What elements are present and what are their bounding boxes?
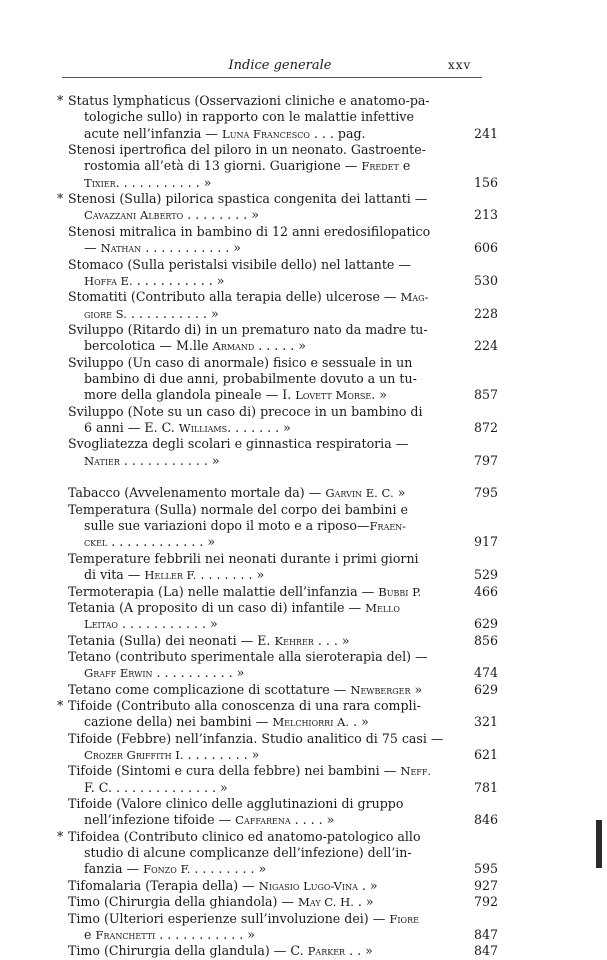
entry-title-text: Tetano come complicazione di scottature —	[68, 681, 351, 697]
entry-title-text: Temperature febbrili nei neonati durante i primi giorni	[68, 550, 419, 566]
author-name: Cavazzani Alberto	[84, 208, 184, 223]
new-entry-marker: *	[57, 828, 64, 844]
page-reference: 927	[473, 877, 498, 893]
index-line	[0, 910, 607, 927]
index-line	[0, 337, 607, 354]
entry-title-text: studio di alcune complicanze dell’infezione) dell’in-	[84, 845, 412, 861]
index-line	[0, 730, 607, 747]
entry-title-text: Stenosi mitralica in bambino di 12 anni eredosifilopatico	[68, 223, 431, 239]
entry-text	[84, 239, 241, 257]
leader-dots: . . . . . . . . . . . »	[119, 452, 220, 468]
author-name: Neff.	[400, 764, 432, 779]
entry-title-text: Tifomalaria (Terapia della) —	[68, 877, 259, 893]
index-line	[0, 762, 607, 779]
index-line	[0, 583, 607, 600]
entry-text	[84, 337, 306, 355]
index-line	[0, 452, 607, 469]
leader-dots: . . . »	[313, 632, 350, 648]
entry-text	[84, 926, 255, 944]
index-line	[0, 125, 607, 142]
author-name: Leitao	[84, 617, 118, 632]
entry-title-text: di vita —	[84, 567, 145, 583]
entry-text	[68, 354, 412, 371]
index-line	[0, 615, 607, 632]
entry-text	[68, 190, 427, 207]
index-line	[0, 893, 607, 910]
entry-title-text: tologiche sullo) in rapporto con le malattie infettive	[84, 109, 414, 125]
entry-title-text: Timo (Chirurgia della ghiandola) —	[68, 894, 298, 910]
entry-text	[68, 877, 378, 895]
author-name: Graff Erwin	[84, 666, 153, 681]
entry-title-text: Sviluppo (Un caso di anormale) fisico e sessuale in un	[68, 354, 413, 370]
index-line	[0, 92, 607, 109]
index-line	[0, 256, 607, 273]
author-name: Franchetti	[95, 927, 156, 942]
entry-title-text: nell’infezione tifoide —	[84, 812, 236, 828]
entry-text	[68, 501, 408, 518]
entry-text	[84, 615, 218, 633]
page-reference: 228	[473, 305, 498, 321]
entry-title-text: Timo (Chirurgia della glandula) — C.	[68, 943, 308, 959]
leader-dots: . . . . . . . . . . . . »	[107, 534, 216, 550]
page-reference: 213	[473, 207, 498, 223]
author-name: Nigasio Lugo-Vina	[258, 878, 358, 893]
new-entry-marker: *	[57, 191, 64, 207]
index-line	[0, 370, 607, 387]
author-name: Kehrer	[274, 633, 314, 648]
entry-text	[68, 910, 419, 928]
entry-text	[84, 108, 414, 125]
index-line	[0, 484, 607, 501]
index-line	[0, 664, 607, 681]
index-line	[0, 174, 607, 191]
entry-text	[68, 223, 430, 240]
leader-dots: . . . . . . . . . . »	[152, 665, 245, 681]
index-line	[0, 386, 607, 403]
entry-text	[84, 664, 244, 682]
entry-title-text: Stenosi ipertrofica del piloro in un neonato. Gastroente-	[68, 142, 426, 158]
entry-text	[84, 779, 228, 796]
leader-dots: . . . pag.	[309, 125, 366, 141]
entry-text	[84, 533, 215, 551]
entry-text	[84, 860, 266, 878]
header-rule	[62, 77, 482, 78]
entry-text	[84, 125, 366, 143]
entry-text	[84, 452, 220, 470]
entry-title-text: Tifoidea (Contributo clinico ed anatomo-patologico allo	[68, 828, 421, 844]
entry-title-text: F. C. . . . . . . . . . . . . . »	[84, 779, 228, 795]
entry-text	[68, 681, 422, 699]
author-name: Fraen-	[369, 519, 407, 534]
index-line	[0, 713, 607, 730]
entry-title-text: bambino di due anni, probabilmente dovuto a un tu-	[84, 370, 417, 386]
author-name: Heller F.	[144, 568, 197, 583]
entry-title-text: Tifoide (Contributo alla conoscenza di una rara compli-	[68, 697, 421, 713]
author-name: Armand	[212, 339, 255, 354]
author-name: Luna Francesco	[222, 126, 310, 141]
entry-title-text: Stomaco (Sulla peristalsi visibile dello) nel lattante —	[68, 256, 411, 272]
index-line	[0, 681, 607, 698]
page-reference: 847	[473, 926, 498, 942]
entry-title-text: rostomia all’età di 13 giorni. Guarigione —	[84, 158, 362, 174]
page-reference: 847	[473, 943, 498, 959]
entry-title-text: 6 anni — E. C.	[84, 420, 179, 435]
entry-title-text: Tabacco (Avvelenamento mortale da) —	[68, 485, 326, 501]
leader-dots: . . . . . . . . . . . »	[155, 926, 256, 942]
entry-title-text: cazione della) nei bambini —	[84, 714, 273, 730]
author-name: Parker	[307, 944, 346, 959]
entry-text	[68, 288, 428, 306]
index-line	[0, 206, 607, 223]
index-line	[0, 795, 607, 812]
entry-title-text: Sviluppo (Ritardo di) in un prematuro nato da madre tu-	[68, 321, 428, 337]
leader-dots: . . . . . . . . »	[183, 207, 259, 223]
index-line	[0, 533, 607, 550]
author-name: Mello	[365, 600, 400, 615]
index-line	[0, 223, 607, 240]
author-name: Tixier	[84, 175, 116, 190]
entry-text	[84, 386, 387, 404]
leader-dots: . . . . . . . . . . »	[132, 272, 225, 288]
entry-title-text: Tetania (Sulla) dei neonati — E.	[68, 632, 275, 648]
entry-title-text: bercolotica — M.lle	[84, 338, 213, 354]
entry-text	[84, 517, 406, 535]
index-line	[0, 190, 607, 207]
page-reference: 917	[473, 534, 498, 550]
index-line	[0, 811, 607, 828]
author-name: ckel	[84, 535, 108, 550]
author-name: Bubbi P.	[378, 584, 422, 599]
entry-text	[68, 828, 421, 845]
leader-dots: . . . . . . . . . . . »	[115, 174, 212, 190]
page-reference: 606	[473, 240, 498, 256]
author-name: Melchiorri A.	[272, 715, 350, 730]
page-reference: 857	[473, 387, 498, 403]
entry-title-text: Tetania (A proposito di un caso di) infantile —	[68, 599, 366, 615]
page-reference: 474	[473, 665, 498, 681]
entry-text	[68, 632, 350, 650]
author-name: Crozer Griffith I.	[84, 748, 184, 762]
page-reference: 629	[473, 681, 498, 697]
page-reference: 629	[473, 616, 498, 632]
entry-text	[68, 795, 403, 812]
index-line	[0, 305, 607, 322]
author-name: Fiore	[389, 911, 419, 926]
page-reference: 797	[473, 452, 498, 468]
index-line	[0, 108, 607, 125]
author-name: Lovett Morse	[295, 388, 372, 403]
index-line	[0, 779, 607, 796]
index-line	[0, 632, 607, 649]
page-reference: 846	[473, 812, 498, 828]
author-name: Williams	[178, 421, 228, 435]
index-line	[0, 141, 607, 158]
page-reference: 621	[473, 747, 498, 762]
leader-dots: . »	[371, 387, 387, 403]
leader-dots: . . . . . . . . . . . »	[117, 616, 218, 632]
leader-dots: »	[410, 681, 423, 697]
entry-text	[68, 435, 408, 452]
entry-text	[68, 92, 430, 109]
entry-text	[68, 256, 411, 273]
entry-text	[68, 321, 428, 338]
index-line	[0, 550, 607, 567]
entry-text	[84, 713, 369, 731]
index-line	[0, 828, 607, 845]
entry-text	[68, 730, 444, 747]
page-reference: 792	[473, 894, 498, 910]
page-reference: 529	[473, 567, 498, 583]
index-line	[0, 697, 607, 714]
leader-dots: . . . . . »	[254, 338, 306, 354]
leader-dots: . . . . . . . »	[196, 567, 265, 583]
entry-title-text: Tetano (contributo sperimentale alla sieroterapia del) —	[68, 648, 428, 664]
index-line	[0, 157, 607, 174]
page-reference: 781	[473, 779, 498, 795]
entry-text	[68, 583, 421, 601]
author-name: May C. H.	[298, 895, 354, 910]
page-reference: 872	[473, 420, 498, 435]
entry-title-text: —	[84, 240, 101, 256]
leader-dots: . »	[349, 714, 369, 730]
new-entry-marker: *	[57, 93, 64, 108]
leader-dots: . . . . . . . »	[227, 420, 291, 435]
leader-dots: . . . . . . . . »	[183, 747, 260, 762]
index-line	[0, 877, 607, 894]
page-reference: 856	[473, 632, 498, 648]
entry-text	[68, 942, 373, 960]
page-reference: 795	[473, 485, 498, 501]
entry-text	[84, 811, 334, 829]
leader-dots: . . . . . . . . »	[190, 861, 267, 877]
author-name: giore S.	[84, 306, 127, 321]
entry-text	[68, 762, 431, 780]
entry-text	[68, 403, 423, 420]
leader-dots: . . . . . . . . . . »	[126, 305, 219, 321]
page-reference: 466	[473, 583, 498, 599]
index-line	[0, 648, 607, 665]
leader-dots: . . »	[345, 943, 373, 959]
page-edge-mark	[596, 820, 602, 868]
new-entry-marker: *	[57, 697, 64, 713]
author-name: Fredet	[361, 159, 399, 174]
entry-text	[68, 141, 426, 158]
entry-text	[84, 157, 410, 175]
index-line	[0, 860, 607, 877]
page-reference: 241	[473, 125, 498, 141]
entry-title-text: Tifoide (Febbre) nell’infanzia. Studio analitico di 75 casi —	[68, 730, 444, 746]
entry-title-text: sulle sue variazioni dopo il moto e a riposo—	[84, 518, 370, 534]
entry-title-text: Termoterapia (La) nelle malattie dell’infanzia —	[68, 583, 379, 599]
page-number: xxv	[448, 58, 472, 72]
author-name: Newberger	[350, 682, 411, 697]
index-line	[0, 746, 607, 763]
index-line	[0, 239, 607, 256]
index-line	[0, 942, 607, 959]
entry-text	[84, 746, 259, 764]
entry-title-text: Svogliatezza degli scolari e ginnastica respiratoria —	[68, 436, 409, 452]
index-line	[0, 435, 607, 452]
index-line	[0, 272, 607, 289]
entry-title-text: e	[84, 926, 96, 942]
entry-text	[84, 272, 224, 290]
index-line	[0, 403, 607, 420]
running-header-title: Indice generale	[228, 58, 332, 73]
leader-dots: . »	[353, 894, 374, 910]
entry-text	[84, 206, 259, 224]
entry-title-text: Sviluppo (Note su un caso di) precoce in un bambino di	[68, 403, 423, 419]
index-line	[0, 468, 607, 485]
page-reference: 321	[473, 714, 498, 730]
index-line	[0, 354, 607, 371]
leader-dots: . . . . »	[290, 812, 335, 828]
index-line	[0, 844, 607, 861]
entry-text	[68, 697, 421, 714]
leader-dots: . . . . . . . . . . . »	[141, 240, 241, 256]
entry-title-text: Tifoide (Sintomi e cura della febbre) nei bambini —	[68, 763, 401, 779]
entry-text	[84, 305, 219, 323]
entry-text	[68, 484, 405, 502]
entry-title-text: Tifoide (Valore clinico delle agglutinazioni di gruppo	[68, 796, 404, 812]
entry-text	[68, 893, 374, 911]
index-line	[0, 517, 607, 534]
index-line	[0, 419, 607, 436]
index-line	[0, 566, 607, 583]
entry-title-text: acute nell’infanzia —	[84, 125, 223, 141]
author-name: Garvin E. C.	[325, 486, 394, 501]
leader-dots: e	[398, 158, 411, 174]
entry-text	[68, 550, 419, 567]
entry-text	[68, 648, 428, 665]
page-reference: 224	[473, 338, 498, 354]
page-reference: 530	[473, 272, 498, 288]
entry-text	[68, 599, 400, 617]
author-name: Fonzo F.	[143, 862, 191, 877]
entry-text	[84, 844, 412, 861]
index-line	[0, 501, 607, 518]
entry-title-text: Temperatura (Sulla) normale del corpo dei bambini e	[68, 501, 408, 517]
entry-title-text: Timo (Ulteriori esperienze sull’involuzione dei) —	[68, 910, 390, 926]
entry-text	[84, 174, 211, 192]
entry-title-text: Status lymphaticus (Osservazioni cliniche e anatomo-pa-	[68, 93, 430, 108]
page-reference: 156	[473, 174, 498, 190]
page-reference: 595	[473, 861, 498, 877]
entry-title-text: more della glandola pineale — I.	[84, 387, 296, 403]
index-line	[0, 321, 607, 338]
author-name: Mag-	[400, 290, 429, 305]
author-name: Caffarena	[235, 813, 291, 828]
author-name: Nathan	[100, 241, 142, 256]
author-name: Hoffa E.	[84, 273, 133, 288]
leader-dots: . »	[357, 877, 378, 893]
entry-title-text: Stomatiti (Contributo alla terapia delle) ulcerose —	[68, 289, 401, 305]
leader-dots: »	[393, 485, 406, 501]
index-line	[0, 288, 607, 305]
entry-title-text: fanzia —	[84, 861, 144, 877]
author-name: Natier	[84, 453, 120, 468]
index-line	[0, 599, 607, 616]
entry-text	[84, 419, 291, 437]
entry-text	[84, 566, 264, 584]
entry-text	[84, 370, 417, 387]
entry-title-text: Stenosi (Sulla) pilorica spastica congenita dei lattanti —	[68, 191, 428, 207]
index-line	[0, 926, 607, 943]
